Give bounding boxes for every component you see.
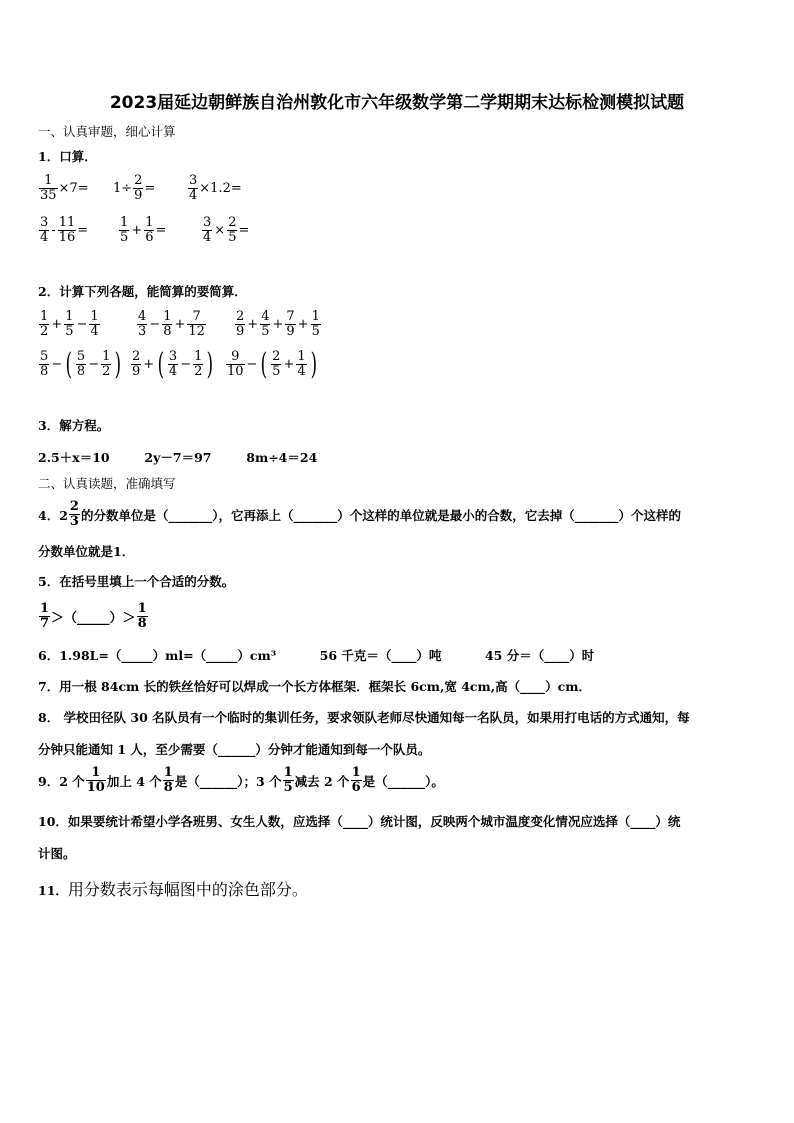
q1-item-3: $\frac{3}{4}$ ×1.2= [189,173,242,203]
q1-item-5: $\frac{1}{5}$ + $\frac{1}{6}$ = [120,215,167,245]
page-title: 2023届延边朝鲜族自治州敦化市六年级数学第二学期期末达标检测模拟试题 [109,93,685,113]
question-10-line-2: 计图。 [38,846,76,861]
question-9: 9．2 个 $\frac{1}{10}$ 加上 4 个 $\frac{1}{8}$ 是（______）；3 个 $\frac{1}{5}$ 减去 2 个 $\frac{1}{6}$ 是（______）。 [38,765,444,795]
q2-item-e: $\frac{2}{9}$ + ( $\frac{3}{4}$ − $\frac{1}{2}$ ) [132,346,214,382]
q2-item-a: $\frac{1}{2}$ + $\frac{1}{5}$ − $\frac{1}{4}$ [40,309,99,339]
question-6: 6．1.98L=（_____）ml=（_____）cm³ 56 千克＝（____）吨 45 分＝（____）时 [38,648,595,663]
question-8-line-2: 分钟只能通知 1 人，至少需要（______）分钟才能通知到每一个队员。 [38,742,431,757]
fraction: $\frac{3}{4}$ [189,173,198,203]
question-4-line-2: 分数单位就是1． [38,544,135,559]
question-11 [38,877,308,900]
q2-item-b: $\frac{4}{3}$ − $\frac{1}{8}$ + $\frac{7}{12}$ [138,309,205,339]
q2-item-c: $\frac{2}{9}$ + $\frac{4}{5}$ + $\frac{7}{9}$ + $\frac{1}{5}$ [236,309,320,339]
question-1-label: 1．口算． [38,149,97,164]
question-10: 10．如果要统计希望小学各班男、女生人数，应选择（____）统计图，反映两个城市温度变化情况应选择（____）统 [38,814,681,829]
q1-item-2: 1÷ $\frac{2}{9}$ = [113,173,156,203]
question-8: 8． 学校田径队 30 名队员有一个临时的集训任务，要求领队老师尽快通知每一名队员，如果用打电话的方式通知，每 [38,710,690,725]
question-3-equations: 2.5＋x＝10 2y－7＝97 8m÷4＝24 [38,450,318,465]
q1-item-4: $\frac{3}{4}$ - $\frac{11}{16}$ = [40,215,89,245]
section-heading-1: 一、认真审题，细心计算 [38,124,176,139]
question-3-label: 3．解方程。 [38,418,110,433]
question-5-expression: $\frac{1}{7}$ ＞（_____）＞ $\frac{1}{8}$ [40,601,147,631]
q2-item-d: $\frac{5}{8}$ − ( $\frac{5}{8}$ − $\frac{1}{2}$ ) [40,346,122,382]
question-7: 7．用一根 84cm 长的铁丝恰好可以焊成一个长方体框架．框架长 6cm,宽 4cm,高（____）cm． [38,679,591,694]
question-11-number: 11． [38,883,68,898]
question-5-label: 5．在括号里填上一个合适的分数。 [38,574,235,589]
q2-item-g: $\frac{9}{10}$ − ( $\frac{2}{5}$ + $\frac{1}{4}$ ) [227,346,317,382]
fraction: $\frac{2}{9}$ [134,173,143,203]
q1-item-6: $\frac{3}{4}$ × $\frac{2}{5}$ = [203,215,250,245]
question-2-label: 2．计算下列各题，能简算的要简算． [38,284,247,299]
question-4: 4．2 $\frac{2}{3}$ 的分数单位是（_______），它再添上（_______）个这样的单位就是最小的合数，它去掉（_______）个这样的 [38,499,681,529]
section-heading-2: 二、认真读题，准确填写 [38,476,176,491]
q1-item-1: $\frac{1}{35}$ ×7= [40,173,89,203]
question-11-text: 用分数表示每幅图中的涂色部分。 [67,880,308,899]
fraction: $\frac{1}{35}$ [40,173,57,203]
